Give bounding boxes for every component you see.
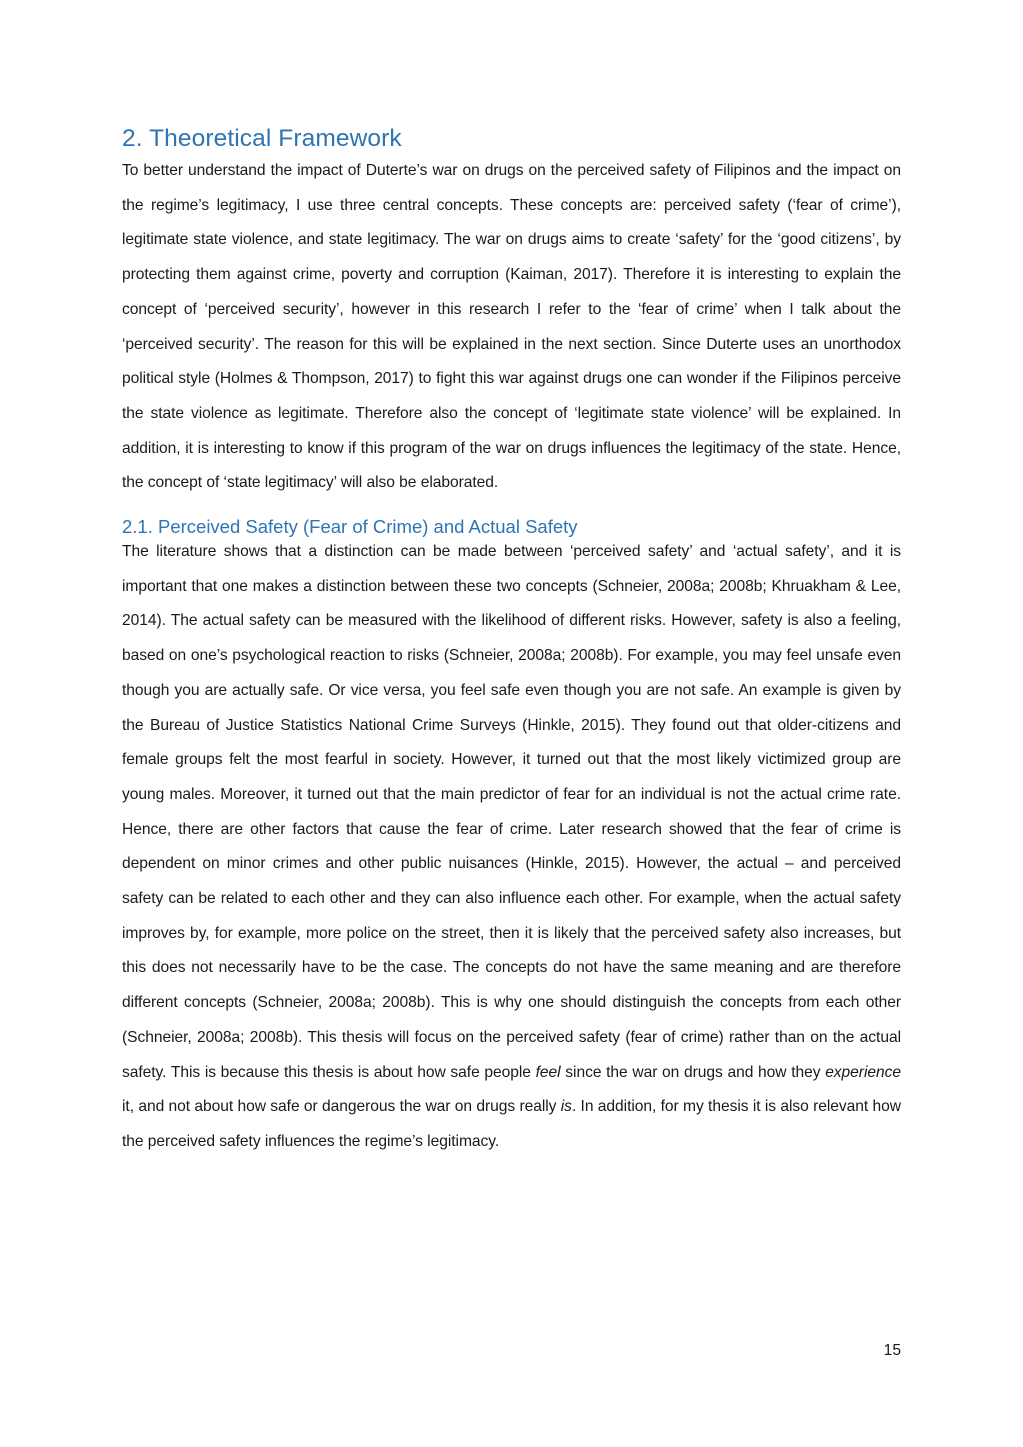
section-intro-paragraph: To better understand the impact of Duterte’s war on drugs on the perceived safety of Filipinos and the impact on the regime’s legitimacy, I use three central concepts. These concepts are: perceived safety (‘fear of crime’), legitimate state violence, and state legitimacy. The war on drugs aims to create ‘safety’ for the ‘good citizens’, by protecting them against crime, poverty and corruption (Kaiman, 2017). Therefore it is interesting to explain the concept of ‘perceived security’, however in this research I refer to the ‘fear of crime’ when I talk about the ‘perceived security’. The reason for this will be explained in the next section. Since Duterte uses an unorthodox political style (Holmes & Thompson, 2017) to fight this war against drugs one can wonder if the Filipinos perceive the state violence as legitimate. Therefore also the concept of ‘legitimate state violence’ will be explained. In addition, it is interesting to know if this program of the war on drugs influences the legitimacy of the state. Hence, the concept of ‘state legitimacy’ will also be elaborated. xyxy=(122,162,901,492)
emphasis-is: is xyxy=(560,1098,572,1116)
document-page xyxy=(122,124,901,1160)
paragraph-text: it, and not about how safe or dangerous the war on drugs really xyxy=(122,1098,561,1116)
paragraph-text: The literature shows that a distinction can be made between ‘perceived safety’ and ‘actual safety’, and it is important that one makes a distinction between these two concepts (Schneier, 2008a; 2008b; Khruakham & Lee, 2014). The actual safety can be measured with the likelihood of different risks. However, safety is also a feeling, based on one’s psychological reaction to risks (Schneier, 2008a; 2008b). For example, you may feel unsafe even though you are actually safe. Or vice versa, you feel safe even though you are not safe. An example is given by the Bureau of Justice Statistics National Crime Surveys (Hinkle, 2015). They found out that older-citizens and female groups felt the most fearful in society. However, it turned out that the most likely victimized group are young males. Moreover, it turned out that the main predictor of fear for an individual is not the actual crime rate. Hence, there are other factors that cause the fear of crime. Later research showed that the fear of crime is dependent on minor crimes and other public nuisances (Hinkle, 2015). However, the actual – and perceived safety can be related to each other and they can also influence each other. For example, when the actual safety improves by, for example, more police on the street, then it is likely that the perceived safety also increases, but this does not necessarily have to be the case. The concepts do not have the same meaning and are therefore different concepts (Schneier, 2008a; 2008b). This is why one should distinguish the concepts from each other (Schneier, 2008a; 2008b). This thesis will focus on the perceived safety (fear of crime) rather than on the actual safety. This is because this thesis is about how safe people xyxy=(122,543,901,1081)
emphasis-feel: feel xyxy=(535,1063,561,1081)
emphasis-experience: experience xyxy=(825,1063,901,1081)
paragraph-text: . In addition, for my thesis it is also relevant how the perceived safety influences the regime’s legitimacy. xyxy=(122,1098,901,1150)
subsection-heading: 2.1. Perceived Safety (Fear of Crime) and Actual Safety xyxy=(122,516,578,538)
subsection-paragraph xyxy=(122,535,901,1160)
page-number: 15 xyxy=(883,1342,901,1359)
section-heading: 2. Theoretical Framework xyxy=(122,125,402,152)
paragraph-text: since the war on drugs and how they xyxy=(560,1063,826,1081)
